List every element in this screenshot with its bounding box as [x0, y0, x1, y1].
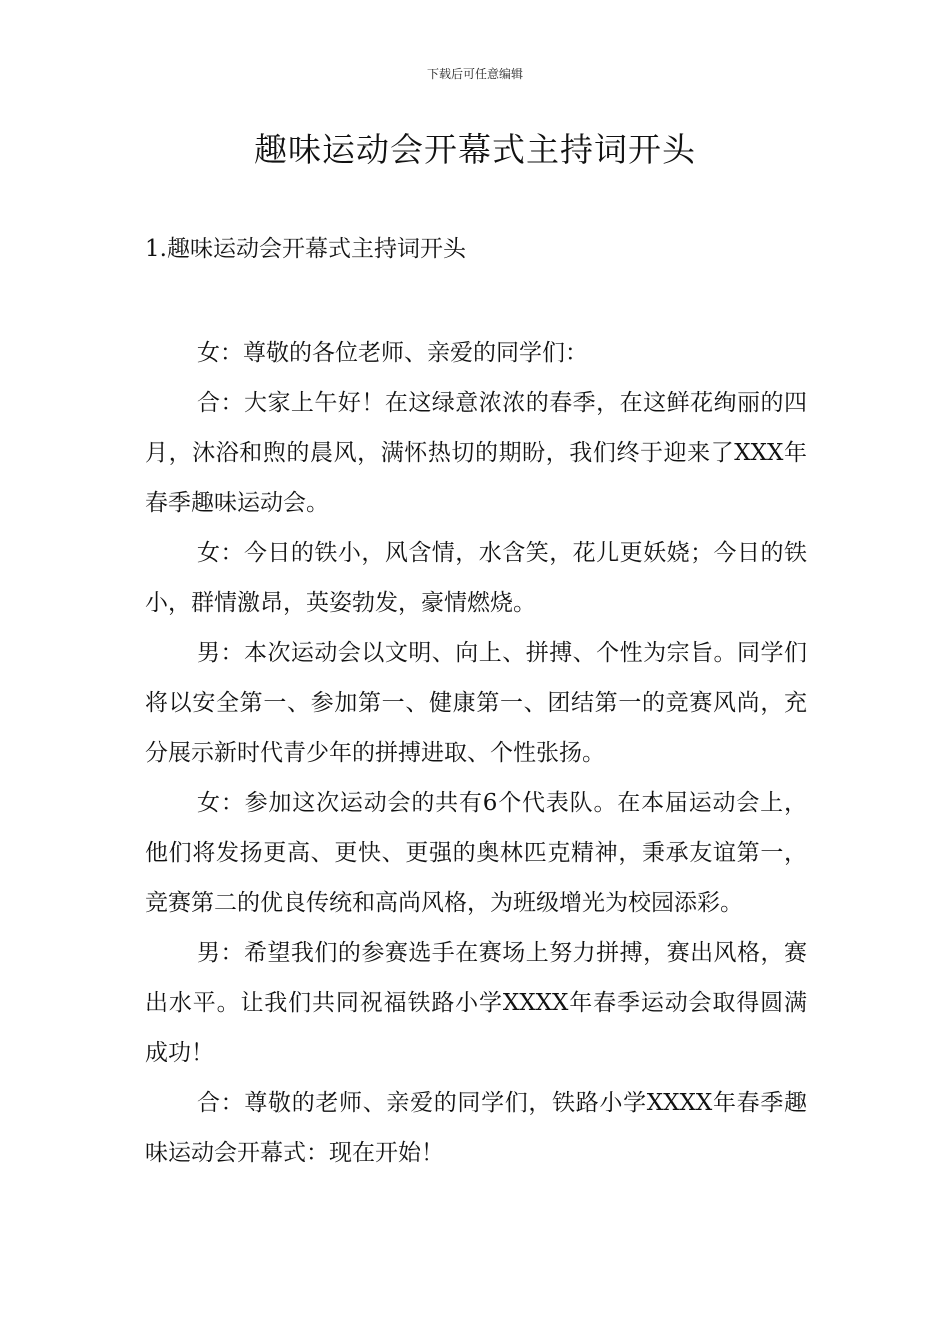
document-title: 趣味运动会开幕式主持词开头 — [254, 130, 696, 169]
paragraph: 女：尊敬的各位老师、亲爱的同学们： — [197, 340, 588, 366]
paragraph: 女：今日的铁小，风含情，水含笑，花儿更妖娆；今日的铁小，群情激昂，英姿勃发，豪情燃烧。 — [145, 540, 807, 616]
paragraph: 男：希望我们的参赛选手在赛场上努力拼搏，赛出风格，赛出水平。让我们共同祝福铁路小学XXXX年春季运动会取得圆满成功！ — [145, 940, 807, 1066]
paragraph: 女：参加这次运动会的共有6个代表队。在本届运动会上，他们将发扬更高、更快、更强的奥林匹克精神，秉承友谊第一，竞赛第二的优良传统和高尚风格，为班级增光为校园添彩。 — [145, 790, 807, 916]
paragraph: 合：尊敬的老师、亲爱的同学们，铁路小学XXXX年春季趣味运动会开幕式：现在开始！ — [145, 1090, 807, 1166]
paragraph: 男：本次运动会以文明、向上、拼搏、个性为宗旨。同学们将以安全第一、参加第一、健康第一、团结第一的竞赛风尚，充分展示新时代青少年的拼搏进取、个性张扬。 — [145, 640, 807, 766]
paragraph: 合：大家上午好！在这绿意浓浓的春季，在这鲜花绚丽的四月，沐浴和煦的晨风，满怀热切的期盼，我们终于迎来了XXX年春季趣味运动会。 — [145, 390, 807, 516]
section-heading: 1.趣味运动会开幕式主持词开头 — [145, 236, 466, 262]
document-body — [145, 328, 807, 1178]
header-note: 下载后可任意编辑 — [426, 67, 523, 81]
